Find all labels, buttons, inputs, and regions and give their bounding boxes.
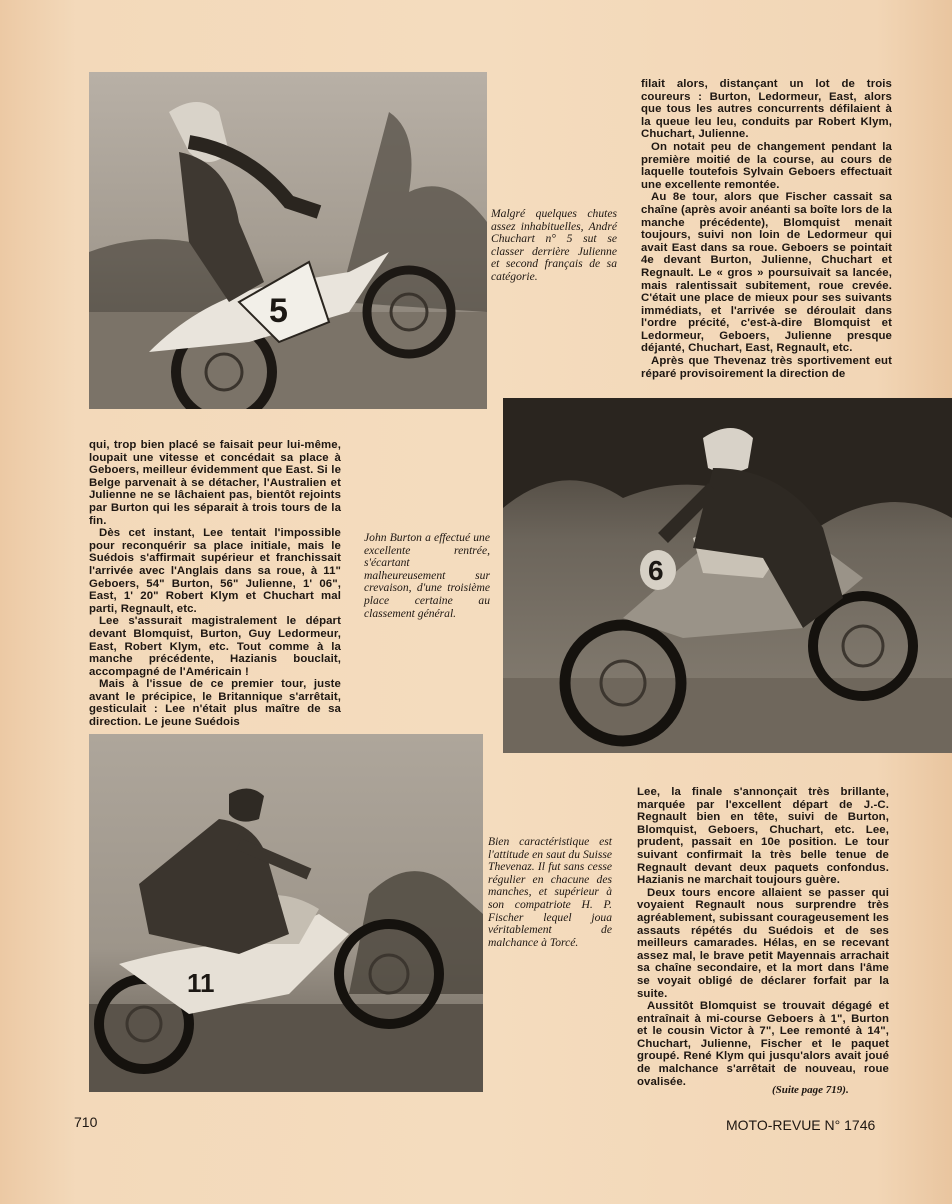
photo-thevenaz: [89, 734, 483, 1092]
article-column-top-right: [641, 78, 892, 380]
caption-andre-chuchart: Malgré quelques chutes assez inhabituelles, André Chuchart n° 5 sut se classer derrière Julienne et second français de sa catégorie.: [491, 207, 617, 283]
paragraph: Lee s'assurait magistralement le départ devant Blomquist, Burton, Guy Ledormeur, East, Robert Klym, etc. Tout comme à la manche précédente, Hazianis bouclait, accompagné de l'Américain !: [89, 615, 341, 678]
continued-note: (Suite page 719).: [772, 1084, 849, 1096]
paragraph: Lee, la finale s'annonçait très brillante, marquée par l'excellent départ de J.-C. Regnault bien en tête, suivi de Burton, Blomquist, Geboers, Chuchart, etc. Lee, prudent, passait en 10e position. Le tour suivant confirmait la très belle tenue de Regnault devant deux paquets confondus. Hazianis ne marchait toujours guère.: [637, 786, 889, 887]
photo3-number: 11: [187, 968, 215, 998]
paragraph: Après que Thevenaz très sportivement eut réparé provisoirement la direction de: [641, 355, 892, 380]
page-number: 710: [74, 1114, 98, 1130]
magazine-footer: MOTO-REVUE N° 1746: [726, 1117, 876, 1133]
paragraph: Deux tours encore allaient se passer qui voyaient Regnault nous surprendre très agréablement, subissant courageusement les assauts répétés du Suédois et de ses meilleurs camarades. Hélas, en se recevant assez mal, le brave petit Mayennais arrachait sa chaîne secondaire, et la mort dans l'âme se voyait obligé de déclarer forfait par la suite.: [637, 886, 889, 1000]
article-column-mid-left: [89, 439, 341, 729]
paragraph: Au 8e tour, alors que Fischer cassait sa chaîne (après avoir anéanti sa boîte lors de la manche précédente), Blomquist menait toujours, suivi non loin de Ledormeur qui avait East dans sa roue. Geboers se pointait 4e devant Burton, Julienne, Chuchart et Regnault. Le « gros » poursuivait sa lancée, mais ralentissait subitement, roue crevée. C'était une place de mieux pour ses suivants immédiats, et l'arrivée se déroulait dans l'ordre précité, c'est-à-dire Blomquist et Ledormeur, Geboers, Julienne presque déjanté, Chuchart, East, Regnault, etc.: [641, 191, 892, 355]
article-column-bottom-right: [637, 786, 889, 1088]
paragraph: Mais à l'issue de ce premier tour, juste avant le précipice, le Britannique s'arrêtait, gesticulait : Lee n'était plus maître de sa direction. Le jeune Suédois: [89, 678, 341, 729]
photo-andre-chuchart: [89, 72, 487, 409]
photo1-number: 5: [269, 292, 288, 330]
photo2-number: 6: [648, 555, 664, 586]
paragraph: Aussitôt Blomquist se trouvait dégagé et entraînait à mi-course Geboers à 1", Burton et le cousin Victor à 7", Lee remonté à 14", Chuchart, Julienne, Fischer et le paquet groupé. René Klym qui jusqu'alors avait joué de malchance s'arrêtait de nouveau, roue ovalisée.: [637, 1000, 889, 1088]
paragraph: On notait peu de changement pendant la première moitié de la course, au cours de laquelle toutefois Sylvain Geboers effectuait une excellente remontée.: [641, 140, 892, 191]
paragraph: qui, trop bien placé se faisait peur lui-même, loupait une vitesse et concédait sa place à Geboers, meilleur évidemment que East. Si le Belge parvenait à se détacher, l'Australien et Julienne ne se lâchaient pas, bientôt rejoints par Burton qui les séparait à trois tours de la fin.: [89, 439, 341, 527]
caption-john-burton: John Burton a effectué une excellente rentrée, s'écartant malheureusement sur crevaison, d'une troisième place certaine au classement général.: [364, 531, 490, 620]
photo-john-burton: [503, 398, 952, 753]
caption-thevenaz: Bien caractéristique est l'attitude en saut du Suisse Thevenaz. Il fut sans cesse régulier en chacune des manches, et supérieur à son compatriote H. P. Fischer lequel joua véritablement de malchance à Torcé.: [488, 835, 612, 949]
paragraph: Dès cet instant, Lee tentait l'impossible pour reconquérir sa place initiale, mais le Suédois s'affirmait supérieur et franchissait l'arrivée avec l'Anglais dans sa roue, à 11" Geboers, 54" Burton, 56" Julienne, 1' 06", East, 1' 20" Robert Klym et Chuchart mal parti, Regnault, etc.: [89, 527, 341, 615]
paragraph: filait alors, distançant un lot de trois coureurs : Burton, Ledormeur, East, alors que tous les autres concurrents défilaient à la queue leu leu, conduits par Robert Klym, Chuchart, Julienne.: [641, 78, 892, 141]
